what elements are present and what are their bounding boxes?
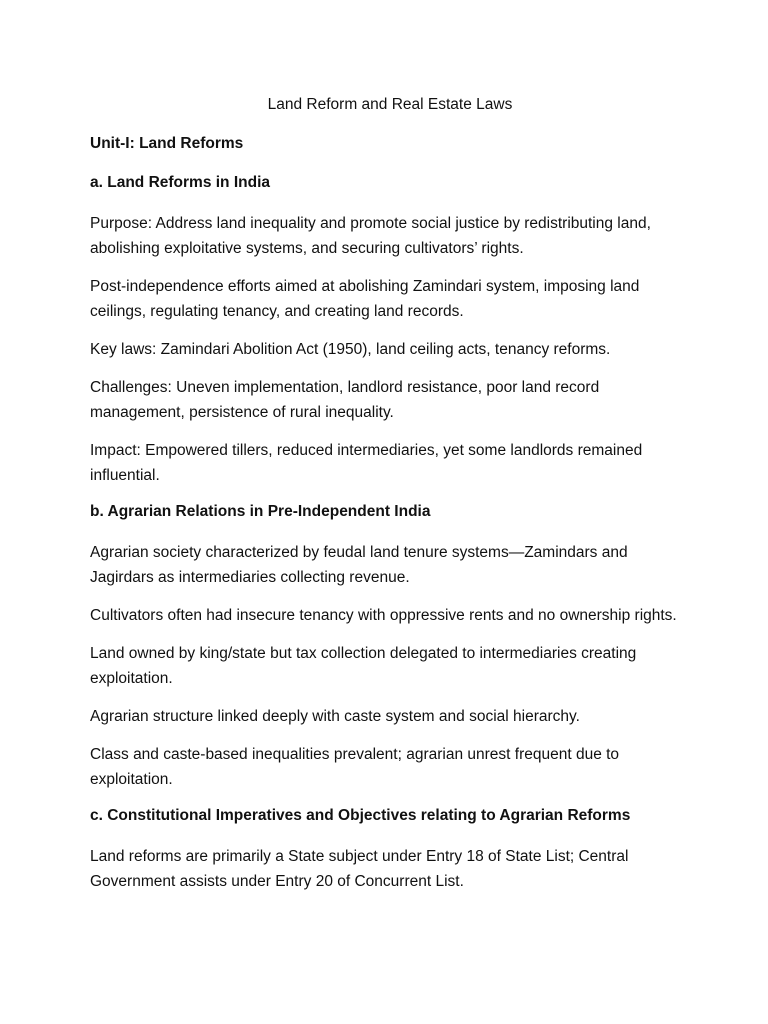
unit-heading: Unit-I: Land Reforms — [90, 135, 244, 152]
document-body — [90, 94, 690, 907]
paragraph: Purpose: Address land inequality and promote social justice by redistributing land, abolishing exploitative systems, and securing cultivators’ rights. — [90, 215, 651, 257]
section-heading-land-reforms-in-india: a. Land Reforms in India — [90, 174, 270, 191]
section-heading-constitutional-imperatives: c. Constitutional Imperatives and Objectives relating to Agrarian Reforms — [90, 807, 631, 824]
paragraph: Impact: Empowered tillers, reduced intermediaries, yet some landlords remained influential. — [90, 442, 643, 484]
paragraph: Land owned by king/state but tax collection delegated to intermediaries creating exploitation. — [90, 645, 637, 687]
document-title: Land Reform and Real Estate Laws — [267, 96, 513, 113]
paragraph: Post-independence efforts aimed at abolishing Zamindari system, imposing land ceilings, regulating tenancy, and creating land records. — [90, 278, 640, 320]
paragraph: Key laws: Zamindari Abolition Act (1950), land ceiling acts, tenancy reforms. — [90, 341, 611, 358]
section-heading-agrarian-relations: b. Agrarian Relations in Pre-Independent India — [90, 503, 431, 520]
paragraph: Cultivators often had insecure tenancy with oppressive rents and no ownership rights. — [90, 607, 677, 624]
paragraph: Agrarian structure linked deeply with caste system and social hierarchy. — [90, 708, 580, 725]
paragraph: Land reforms are primarily a State subject under Entry 18 of State List; Central Government assists under Entry 20 of Concurrent List. — [90, 848, 629, 890]
paragraph: Challenges: Uneven implementation, landlord resistance, poor land record management, persistence of rural inequality. — [90, 379, 600, 421]
paragraph: Class and caste-based inequalities prevalent; agrarian unrest frequent due to exploitation. — [90, 746, 620, 788]
paragraph: Agrarian society characterized by feudal land tenure systems—Zamindars and Jagirdars as intermediaries collecting revenue. — [90, 544, 628, 586]
